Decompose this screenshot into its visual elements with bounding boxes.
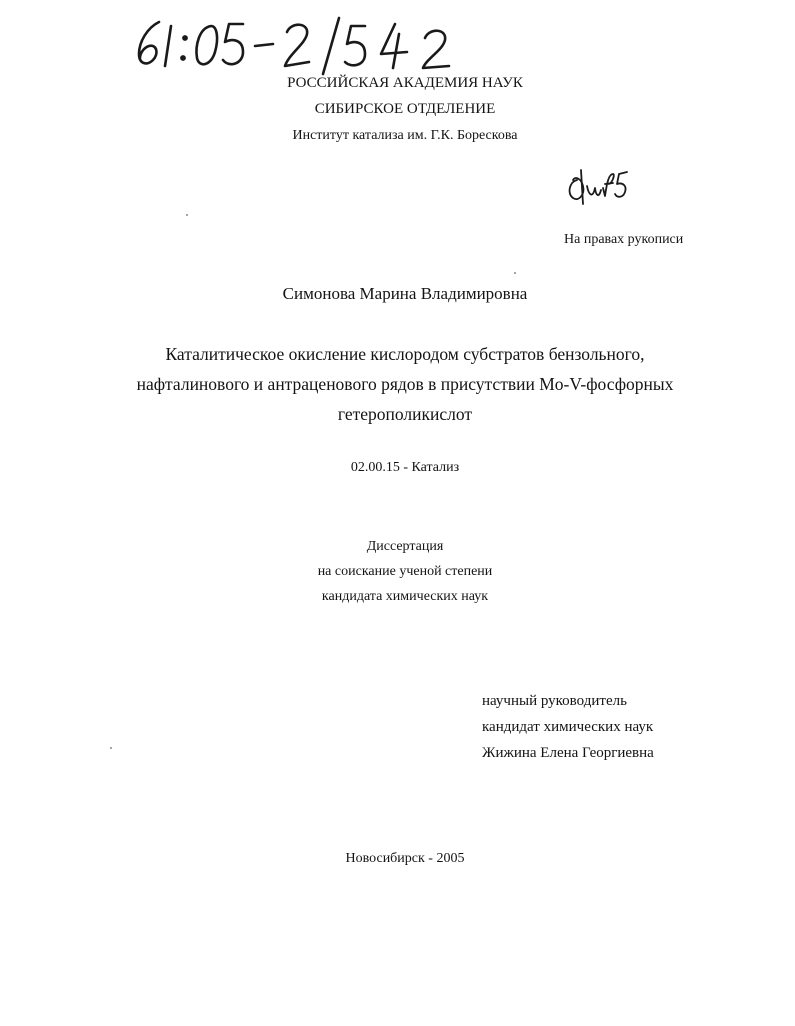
scan-speck — [186, 214, 188, 216]
degree-line: кандидата химических наук — [321, 589, 489, 604]
title-line: гетерополикислот — [337, 404, 473, 424]
scan-speck — [110, 747, 112, 749]
scan-speck — [514, 272, 516, 274]
academy-heading: РОССИЙСКАЯ АКАДЕМИЯ НАУК — [287, 75, 523, 91]
handwritten-signature — [565, 160, 635, 215]
city-year: Новосибирск - 2005 — [345, 851, 465, 866]
title-line: Каталитическое окисление кислородом субстратов бензольного, — [165, 344, 645, 364]
branch-heading: СИБИРСКОЕ ОТДЕЛЕНИЕ — [314, 101, 496, 117]
author-name: Симонова Марина Владимировна — [282, 284, 528, 303]
specialty-code: 02.00.15 - Катализ — [350, 460, 460, 475]
institute-heading: Институт катализа им. Г.К. Борескова — [292, 128, 518, 143]
archive-number-handwriting — [125, 10, 465, 80]
degree-line: Диссертация — [366, 539, 444, 554]
supervisor-line: Жижина Елена Георгиевна — [482, 745, 654, 761]
supervisor-line: научный руководитель — [482, 693, 627, 709]
manuscript-rights: На правах рукописи — [564, 232, 684, 247]
title-line: нафталинового и антраценового рядов в присутствии Mo-V-фосфорных — [136, 374, 674, 394]
supervisor-line: кандидат химических наук — [482, 719, 654, 735]
degree-line: на соискание ученой степени — [317, 564, 493, 579]
